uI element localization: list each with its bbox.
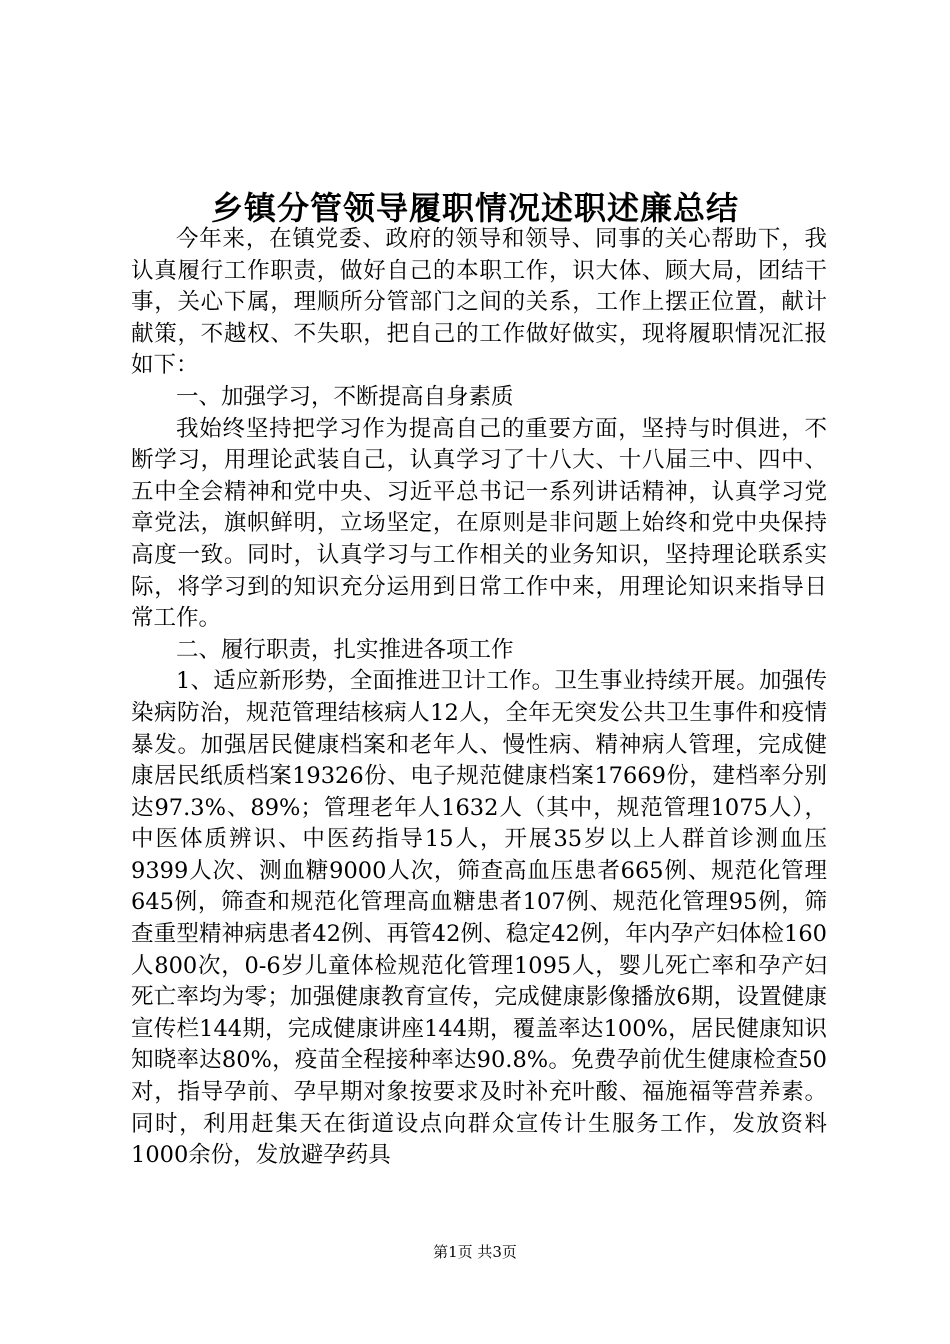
paragraph-study: 我始终坚持把学习作为提高自己的重要方面，坚持与时俱进，不断学习，用理论武装自己，认真学习了十八大、十八届三中、四中、五中全会精神和党中央、习近平总书记一系列讲话精神，认真学习党章党法，旗帜鲜明，立场坚定，在原则是非问题上始终和党中央保持高度一致。同时，认真学习与工作相关的业务知识，坚持理论联系实际，将学习到的知识充分运用到日常工作中来，用理论知识来指导日常工作。 [131,415,827,632]
document-title: 乡镇分管领导履职情况述职述廉总结 [210,189,739,227]
paragraph-intro: 今年来，在镇党委、政府的领导和领导、同事的关心帮助下，我认真履行工作职责，做好自己的本职工作，识大体、顾大局，团结干事，关心下属，理顺所分管部门之间的关系，工作上摆正位置，献计献策，不越权、不失职，把自己的工作做好做实，现将履职情况汇报如下： [131,226,827,379]
section-heading-2: 二、履行职责，扎实推进各项工作 [176,636,514,663]
document-body [131,224,827,1172]
section-heading-1: 一、加强学习，不断提高自身素质 [176,383,514,410]
page-footer: 第1页 共3页 [433,1243,517,1261]
paragraph-health-work: 1、适应新形势，全面推进卫计工作。卫生事业持续开展。加强传染病防治，规范管理结核病人12人，全年无突发公共卫生事件和疫情暴发。加强居民健康档案和老年人、慢性病、精神病人管理，完成健康居民纸质档案19326份、电子规范健康档案17669份，建档率分别达97.3%、89%；管理老年人1632人（其中，规范管理1075人），中医体质辨识、中医药指导15人，开展35岁以上人群首诊测血压9399人次、测血糖9000人次，筛查高血压患者665例、规范化管理645例，筛查和规范化管理高血糖患者107例、规范化管理95例，筛查重型精神病患者42例、再管42例、稳定42例，年内孕产妇体检160人800次，0-6岁儿童体检规范化管理1095人，婴儿死亡率和孕产妇死亡率均为零；加强健康教育宣传，完成健康影像播放6期，设置健康宣传栏144期，完成健康讲座144期，覆盖率达100%，居民健康知识知晓率达80%，疫苗全程接种率达90.8%。免费孕前优生健康检查50对，指导孕前、孕早期对象按要求及时补充叶酸、福施福等营养素。同时，利用赶集天在街道设点向群众宣传计生服务工作，发放资料1000余份，发放避孕药具 [131,668,827,1169]
